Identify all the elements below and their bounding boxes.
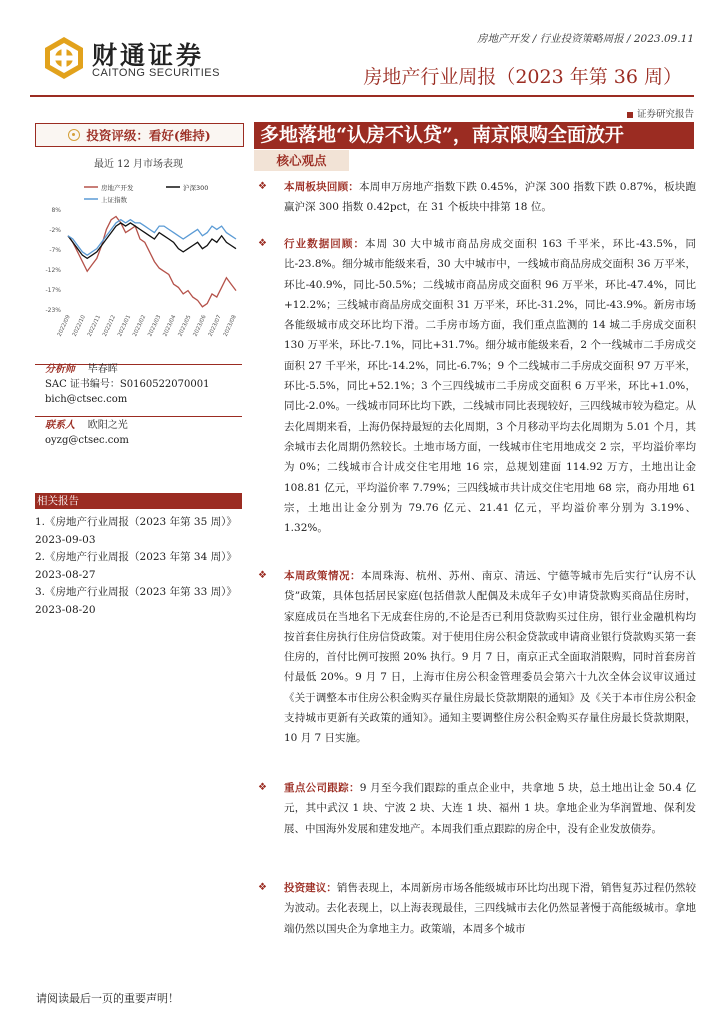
paragraph-text: 销售表现上，本周新房市场各能级城市环比均出现下滑，销售复苏过程仍然较为波动。去化表现上，以上海表现最佳，三四线城市去化仍然显著慢于高能级城市。拿地端仍然以国央企为拿地主力。政策端，本周多个城市	[284, 882, 697, 935]
paragraph-sector-review	[258, 177, 696, 218]
paragraph-policy	[258, 566, 696, 749]
diamond-bullet-icon: ❖	[258, 570, 267, 581]
x-tick-label: 2023/07	[207, 314, 223, 338]
x-tick-label: 2022/10	[71, 314, 87, 338]
y-tick-label: -7%	[49, 247, 61, 254]
analyst-label: 分析师	[45, 364, 75, 375]
diamond-bullet-icon: ❖	[258, 238, 267, 249]
paragraph-label: 投资建议：	[284, 882, 337, 894]
y-tick-label: 8%	[51, 207, 61, 214]
y-tick-label: -12%	[45, 267, 61, 274]
contact-name: 欧阳之光	[87, 420, 128, 431]
x-tick-label: 2023/03	[147, 314, 163, 338]
related-report-title[interactable]: 2.《房地产行业周报（2023 年第 34 周）》	[35, 551, 237, 563]
rating-box	[35, 123, 244, 147]
contact-block	[45, 418, 245, 448]
x-tick-label: 2022/12	[101, 314, 118, 338]
x-tick-label: 2023/06	[192, 314, 208, 338]
legend-label: 房地产开发	[101, 184, 134, 192]
paragraph-text: 9 月至今我们跟踪的重点企业中，共拿地 5 块，总土地出让金 50.4 亿元，其中武汉 1 块、宁波 2 块、大连 1 块、福州 1 块。拿地企业为华润置地、保利发展、中国海外发展和建发地产。本周我们重点跟踪的房企中，没有企业发放债券。	[284, 782, 697, 835]
legend-label: 上证指数	[101, 196, 127, 204]
x-tick-label: 2022/11	[86, 314, 102, 338]
performance-caption: 最近 12 月市场表现	[93, 159, 184, 170]
x-tick-label: 2023/01	[117, 314, 133, 338]
paragraph-investment-advice	[258, 878, 696, 939]
paragraph-label: 本周政策情况：	[284, 570, 361, 582]
diamond-bullet-icon: ❖	[258, 782, 267, 793]
series-line	[68, 217, 236, 307]
square-icon	[627, 112, 633, 118]
related-report-title[interactable]: 3.《房地产行业周报（2023 年第 33 周）》	[35, 586, 237, 598]
footer-disclaimer: 请阅读最后一页的重要声明！	[36, 992, 179, 1005]
related-reports-list	[35, 514, 250, 619]
analyst-name: 毕春晖	[87, 364, 118, 375]
rating-icon	[68, 129, 80, 141]
paragraph-label: 重点公司跟踪：	[284, 782, 360, 794]
paragraph-text: 本周珠海、杭州、苏州、南京、清远、宁德等城市先后实行“认房不认贷”政策，具体包括居民家庭(包括借款人配偶及未成年子女)申请贷款购买商品住房时，家庭成员在当地名下无成套住房的,不论是否已利用贷款购买过住房，银行业金融机构均按首套住房执行住房信贷政策。对于使用住房公积金贷款或申请商业银行贷款购买第一套住房的，首付比例可按照 20% 执行。9 月 7 日，南京正式全面取消限购，同时首套房首付最低 20%。9 月 7 日，上海市住房公积金管理委员会第六十九次全体会议审议通过《关于调整本市住房公积金购买存量住房最长贷款期限的通知》及《关于本市住房公积金支持城市更新有关政策的通知》。通知主要调整住房公积金购买存量住房最长贷款期限，10 月 7 日实施。	[284, 570, 697, 745]
y-tick-label: -2%	[49, 227, 61, 234]
x-tick-label: 2023/02	[132, 314, 148, 338]
logo-en-text: CAITONG SECURITIES	[92, 67, 220, 79]
paragraph-industry-data	[258, 234, 696, 538]
performance-chart-svg	[36, 172, 242, 362]
paragraph-label: 本周板块回顾：	[284, 181, 360, 193]
paragraph-company-tracking	[258, 778, 696, 839]
related-report-title[interactable]: 1.《房地产行业周报（2023 年第 35 周）》	[35, 516, 237, 528]
contact-label: 联系人	[45, 420, 75, 431]
analyst-block	[45, 362, 245, 407]
diamond-bullet-icon: ❖	[258, 882, 267, 893]
report-title: 房地产行业周报（2023 年第 36 周）	[363, 66, 682, 88]
analyst-email[interactable]: bich@ctsec.com	[45, 394, 128, 405]
header-rule	[30, 95, 694, 97]
paragraph-label: 行业数据回顾：	[284, 238, 366, 250]
sac-number: SAC 证书编号：S0160522070001	[45, 379, 210, 390]
related-report-date: 2023-08-27	[35, 568, 96, 581]
report-type	[627, 106, 694, 120]
x-tick-label: 2022/09	[56, 314, 72, 338]
performance-chart	[36, 172, 242, 362]
x-tick-label: 2023/05	[177, 314, 193, 338]
separator	[35, 416, 242, 417]
contact-email[interactable]: oyzg@ctsec.com	[45, 435, 129, 446]
related-report-date: 2023-08-20	[35, 603, 96, 616]
related-report-date: 2023-09-03	[35, 533, 96, 546]
headline: 多地落地“认房不认贷”，南京限购全面放开	[254, 122, 694, 149]
paragraph-text: 本周申万房地产指数下跌 0.45%，沪深 300 指数下跌 0.87%，板块跑赢沪深 300 指数 0.42pct，在 31 个板块中排第 18 位。	[284, 181, 697, 214]
caitong-logo-icon	[42, 36, 86, 80]
logo-cn-text: 财通证券	[92, 41, 205, 70]
diamond-bullet-icon: ❖	[258, 181, 267, 192]
y-tick-label: -23%	[45, 307, 61, 314]
related-reports-heading: 相关报告	[35, 493, 242, 509]
report-type-label: 证券研究报告	[636, 109, 694, 120]
x-tick-label: 2023/04	[162, 314, 178, 338]
header-meta: 房地产开发 / 行业投资策略周报 / 2023.09.11	[476, 33, 694, 45]
legend-label: 沪深300	[183, 184, 209, 192]
core-views-tab: 核心观点	[254, 150, 349, 171]
rating-label: 投资评级：看好(维持)	[86, 128, 211, 143]
paragraph-text: 本周 30 大中城市商品房成交面积 163 千平米，环比-43.5%，同比-23.8%。细分城市能级来看，30 大中城市中，一线城市商品房成交面积 36 万平米，环比-40.9%，同比-50.5%；二线城市商品房成交面积 96 万平米，环比-47.4%，同比+12.2%；三线城市商品房成交面积 31 万平米，环比-31.2%，同比-43.9%。新房市场各能级城市成交环比均下滑。二手房市场方面，我们重点监测的 14 城二手房成交面积 130 万平米，环比-7.1%，同比+31.7%。细分城市能级来看，2 个一线城市二手房成交面积 27 千平米，环比-14.2%，同比-6.7%；9 个二线城市二手房成交面积 97 万平米，环比-5.5%，同比+52.1%；3 个三四线城市二手房成交面积 6 万平米，环比+1.0%，同比-2.0%。一线城市同环比均下跌，二线城市同比表现较好，三四线城市较为稳定。从去化周期来看，上海仍保持最短的去化周期，3 个月移动平均去化周期为 5.01 个月，其余城市去化周期仍然较长。土地市场方面，一线城市住宅用地成交 2 宗，平均溢价率均为 0%；二线城市合计成交住宅用地 16 宗，总规划建面 114.92 万方，土地出让金 108.81 亿元，平均溢价率 7.79%；三四线城市共计成交住宅用地 68 宗，商办用地 61 宗，土地出让金分别为 79.76 亿元、21.41 亿元，平均溢价率分别为 3.19%、1.32%。	[284, 238, 697, 535]
y-tick-label: -17%	[45, 287, 61, 294]
x-tick-label: 2023/08	[222, 314, 238, 338]
